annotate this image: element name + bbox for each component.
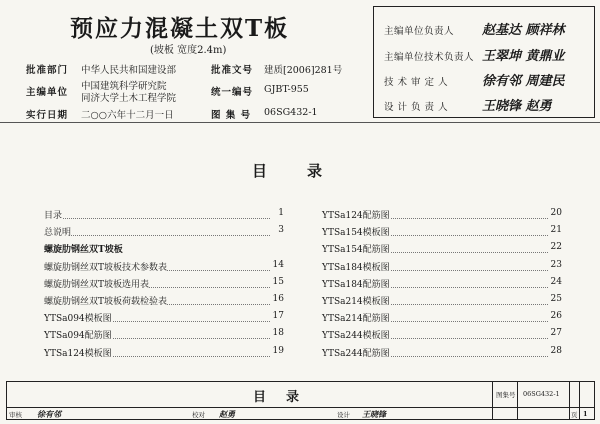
signature-row [384, 95, 552, 114]
toc-entry[interactable] [322, 328, 562, 345]
toc-entry[interactable] [322, 311, 562, 328]
toc-entry-page: 18 [272, 328, 284, 339]
atlas-subtitle: (坡板 宽度2.4m) [150, 45, 227, 56]
toc-entry[interactable] [44, 311, 284, 328]
signature-name: 王晓锋 赵勇 [482, 99, 552, 114]
toc-entry[interactable] [44, 277, 284, 294]
design-label: 设计 [337, 411, 350, 419]
review-label: 审核 [9, 411, 22, 419]
toc-entry-page: 16 [272, 293, 284, 304]
title-block [6, 381, 595, 420]
toc-entry[interactable] [322, 346, 562, 363]
toc-entry-page: 24 [550, 276, 562, 287]
signature-label: 技 术 审 定 人 [384, 77, 449, 88]
toc-entry-title: 螺旋肋钢丝双T坡板选用表 [44, 277, 149, 290]
toc-entry-title: 总说明 [44, 225, 71, 238]
toc-entry[interactable] [44, 346, 284, 363]
toc-entry-title: YTSa154配筋图 [322, 242, 390, 255]
unified-no: GJBT-955 [264, 84, 309, 95]
title-block-divider [579, 382, 580, 419]
toc-entry[interactable] [44, 328, 284, 345]
toc-entry-title: YTSa244模板图 [322, 328, 390, 341]
toc-entry[interactable] [44, 294, 284, 311]
toc-entry-title: 螺旋肋钢丝双T坡板荷载检验表 [44, 294, 167, 307]
toc-entry-page: 21 [550, 225, 562, 236]
signature-label: 主编单位技术负责人 [384, 52, 475, 63]
editor-label: 主编单位 [26, 87, 69, 98]
toc-entry[interactable] [322, 260, 562, 277]
toc-entry[interactable] [322, 242, 562, 259]
approval-dept-label: 批准部门 [26, 65, 69, 76]
toc-entry-page: 1 [278, 208, 284, 218]
atlas-title: 预应力混凝土双T板 [70, 15, 290, 42]
title-block-divider [492, 382, 493, 419]
leader-dots [44, 235, 270, 236]
toc-section-heading [44, 242, 284, 259]
toc-entry-page: 27 [550, 328, 562, 339]
toc-entry[interactable] [44, 225, 284, 242]
toc-heading: 目录 [252, 162, 363, 180]
toc-entry-title: YTSa124模板图 [44, 346, 112, 359]
toc-entry-title: YTSa094模板图 [44, 311, 112, 324]
review-signature: 徐有邻 [37, 410, 61, 419]
check-signature: 赵勇 [219, 410, 235, 419]
toc-entry[interactable] [44, 260, 284, 277]
toc-entry-title: YTSa214模板图 [322, 294, 390, 307]
toc-entry[interactable] [322, 294, 562, 311]
signature-box [373, 6, 595, 118]
signature-label: 设 计 负 责 人 [384, 102, 449, 113]
toc-entry-title: YTSa214配筋图 [322, 311, 390, 324]
page-value: 1 [583, 410, 588, 418]
header-info [0, 0, 372, 120]
toc-entry-title: 目录 [44, 208, 62, 221]
toc-entry[interactable] [322, 208, 562, 225]
toc-entry-page: 22 [550, 242, 562, 253]
atlas-no-label: 图 集 号 [211, 110, 252, 121]
toc-entry-page: 25 [550, 293, 562, 304]
approval-doc-label: 批准文号 [211, 65, 254, 76]
check-label: 校对 [192, 411, 205, 419]
signature-name: 赵基达 顾祥林 [482, 23, 565, 38]
toc-entry-title: YTSa154模板图 [322, 225, 390, 238]
editor-1: 中国建筑科学研究院 [81, 81, 167, 92]
toc-entry-page: 3 [278, 225, 284, 236]
title-block-divider [517, 382, 518, 419]
toc-entry-page: 23 [550, 259, 562, 270]
approval-doc: 建质[2006]281号 [264, 65, 343, 76]
toc-entry-page: 20 [550, 208, 562, 218]
toc-column-right [322, 208, 562, 363]
toc-entry-title: YTSa244配筋图 [322, 346, 390, 359]
toc-entry-title: YTSa124配筋图 [322, 208, 390, 221]
signature-row [384, 19, 565, 38]
unified-no-label: 统一编号 [211, 87, 254, 98]
atlas-no-value: 06SG432-1 [523, 390, 560, 398]
leader-dots [44, 218, 270, 219]
toc-entry-title: 螺旋肋钢丝双T坡板技术参数表 [44, 260, 167, 273]
toc-entry-title: YTSa184模板图 [322, 260, 390, 273]
toc-column-left [44, 208, 284, 363]
header-divider [0, 122, 600, 123]
title-block-divider [569, 382, 570, 419]
effective-label: 实行日期 [26, 110, 69, 121]
title-block-divider [7, 407, 594, 408]
atlas-no-label: 图集号 [496, 391, 516, 399]
toc-entry-title: YTSa184配筋图 [322, 277, 390, 290]
editor-2: 同济大学土木工程学院 [81, 93, 177, 104]
toc-entry-page: 19 [272, 345, 284, 356]
signature-row [384, 70, 565, 89]
toc-entry-page: 15 [272, 276, 284, 287]
toc-entry[interactable] [322, 277, 562, 294]
title-block-title: 目录 [253, 390, 320, 405]
signature-label: 主编单位负责人 [384, 26, 455, 37]
signature-name: 徐有邻 周建民 [482, 74, 565, 89]
toc-section-title: 螺旋肋钢丝双T坡板 [44, 242, 123, 255]
signature-name: 王翠坤 黄鼎业 [482, 49, 565, 64]
design-signature: 王晓锋 [362, 410, 386, 419]
signature-row [384, 45, 565, 64]
effective-date: 二○○六年十二月一日 [81, 110, 174, 121]
toc-entry-page: 28 [550, 345, 562, 356]
toc-entry-page: 26 [550, 311, 562, 322]
atlas-no: 06SG432-1 [264, 107, 318, 118]
approval-dept: 中华人民共和国建设部 [81, 65, 177, 76]
toc-entry[interactable] [44, 208, 284, 225]
toc-entry-page: 17 [272, 311, 284, 322]
toc-entry-title: YTSa094配筋图 [44, 328, 112, 341]
toc-entry[interactable] [322, 225, 562, 242]
toc-entry-page: 14 [272, 259, 284, 270]
page-label: 页 [571, 411, 578, 419]
